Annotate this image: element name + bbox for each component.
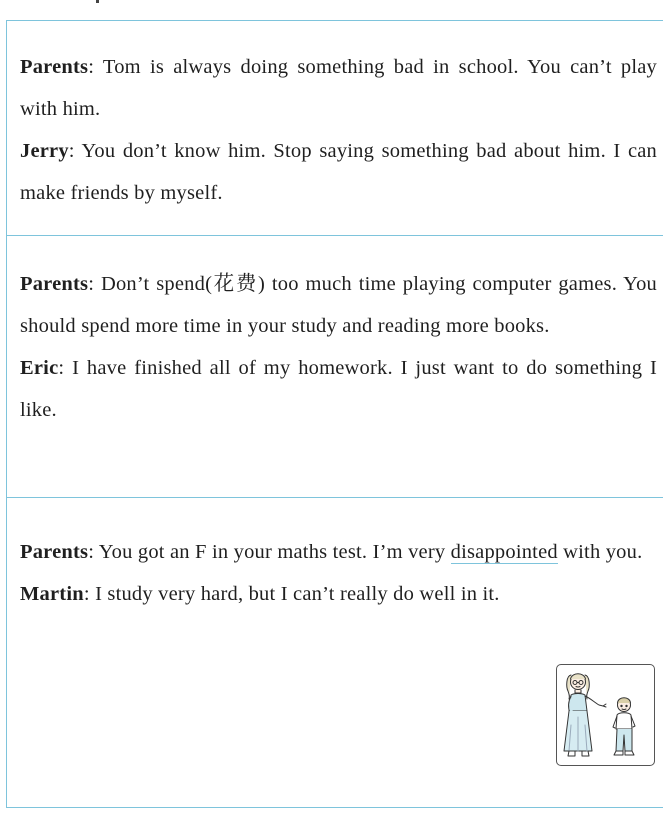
scan-mark (96, 0, 99, 3)
speaker-name: Jerry (20, 140, 69, 162)
speaker-name: Martin (20, 583, 84, 605)
dialogue-text: Don’t spend(花费) too much time playing computer games. You should spend more time in your study and reading more books. (20, 273, 657, 337)
speaker-separator: : (68, 140, 82, 162)
mother-and-son-illustration (556, 664, 655, 766)
section-divider-1 (6, 235, 663, 236)
dialogue-text: I have finished all of my homework. I just want to do something I like. (20, 357, 657, 421)
speaker-name: Eric (20, 357, 59, 379)
underlined-word: disappointed (450, 541, 558, 563)
dialogue-line (20, 263, 657, 347)
speaker-separator: : (88, 56, 103, 78)
speaker-name: Parents (20, 273, 89, 295)
dialogue-text: with you. (557, 541, 643, 563)
section-divider-2 (6, 497, 663, 498)
dialogue-line (20, 347, 657, 431)
dialogue-text: You don’t know him. Stop saying something bad about him. I can make friends by myself. (20, 140, 657, 204)
speaker-separator: : (58, 357, 73, 379)
speaker-separator: : (88, 541, 99, 563)
dialogue-line (20, 130, 657, 214)
speaker-separator: : (88, 273, 101, 295)
dialogue-line (20, 46, 657, 130)
speaker-name: Parents (20, 541, 89, 563)
dialogue-text: Tom is always doing something bad in school. You can’t play with him. (20, 56, 657, 120)
speaker-separator: : (83, 583, 96, 605)
mother-and-son-icon (557, 665, 653, 764)
dialogue-line (20, 531, 657, 573)
dialogue-line (20, 573, 657, 615)
speaker-name: Parents (20, 56, 89, 78)
dialogue-section-1 (20, 46, 657, 214)
dialogue-text: I study very hard, but I can’t really do well in it. (95, 583, 500, 605)
dialogue-section-2 (20, 263, 657, 431)
dialogue-section-3 (20, 531, 657, 615)
dialogue-text: You got an F in your maths test. I’m very (98, 541, 451, 563)
